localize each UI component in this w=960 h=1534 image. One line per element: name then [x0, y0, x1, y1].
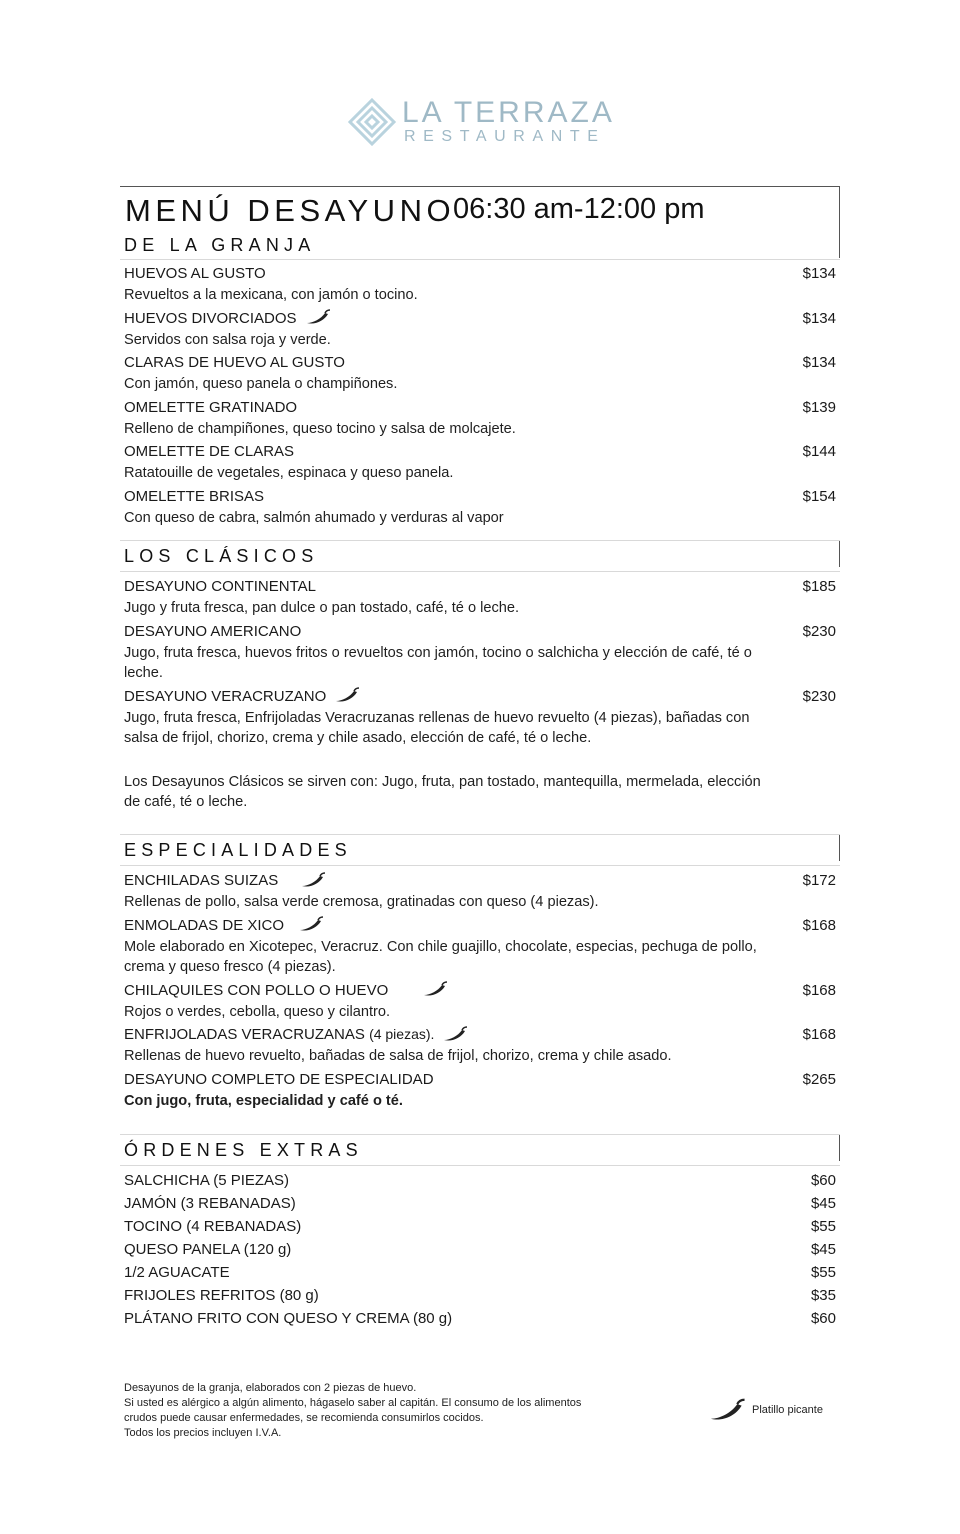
item-name: OMELETTE GRATINADO: [124, 398, 298, 416]
section-especialidades: [120, 834, 840, 1113]
item-name: DESAYUNO AMERICANO: [124, 622, 302, 640]
item-description: Con queso de cabra, salmón ahumado y verduras al vapor: [124, 509, 504, 526]
section-header: [120, 540, 840, 572]
menu-item: [124, 1024, 836, 1067]
item-price: $168: [802, 981, 836, 999]
item-description: Con jamón, queso panela o champiñones.: [124, 376, 398, 392]
item-description: Mole elaborado en Xicotepec, Veracruz. Con chile guajillo, chocolate, especias, pechuga de pollo, crema y queso fresco (4 piezas).: [124, 938, 757, 975]
extra-item: [124, 1284, 836, 1307]
menu-title-box: [120, 186, 840, 232]
item-name: CHILAQUILES CON POLLO O HUEVO: [124, 981, 389, 999]
menu-item: [124, 915, 836, 978]
menu-item: [124, 263, 836, 306]
item-name: FRIJOLES REFRITOS (80 g): [124, 1287, 319, 1304]
section-extras: [120, 1134, 840, 1330]
item-name: SALCHICHA (5 PIEZAS): [124, 1172, 290, 1189]
diamond-logo-icon: [348, 98, 396, 146]
item-price: $60: [810, 1172, 836, 1189]
chili-pepper-icon: [300, 872, 326, 888]
menu-item: [124, 870, 836, 913]
legend-label: Platillo picante: [752, 1404, 823, 1416]
menu-item: [124, 397, 836, 440]
item-name: DESAYUNO COMPLETO DE ESPECIALIDAD: [124, 1070, 434, 1088]
item-name: CLARAS DE HUEVO AL GUSTO: [124, 354, 345, 371]
extra-item: [124, 1192, 836, 1215]
item-name: ENFRIJOLADAS VERACRUZANAS: [124, 1026, 365, 1043]
footer-line: Todos los precios incluyen I.V.A.: [124, 1427, 282, 1439]
item-price: $60: [810, 1310, 836, 1327]
extra-item: [124, 1169, 836, 1192]
item-price: $230: [802, 687, 836, 705]
extra-item: [124, 1238, 836, 1261]
footer-line: Desayunos de la granja, elaborados con 2 piezas de huevo.: [124, 1382, 417, 1394]
item-name: QUESO PANELA (120 g): [124, 1241, 292, 1258]
chili-pepper-icon: [708, 1398, 746, 1422]
item-price: $55: [810, 1218, 836, 1235]
item-name: 1/2 AGUACATE: [124, 1264, 230, 1281]
item-price: $45: [810, 1241, 836, 1258]
item-description: Rojos o verdes, cebolla, queso y cilantro.: [124, 1003, 391, 1020]
menu-item: [124, 486, 836, 529]
footer-notes: [124, 1381, 584, 1441]
item-name: ENMOLADAS DE XICO: [124, 916, 285, 934]
menu-item: [124, 352, 836, 395]
item-name: JAMÓN (3 REBANADAS): [124, 1195, 296, 1212]
chili-pepper-icon: [298, 916, 324, 932]
extra-item: [124, 1307, 836, 1330]
footer-line: Si usted es alérgico a algún alimento, hágaselo saber al capitán. El consumo de los alimentos crudos puede causar enfermedades, se recomienda consumirlos cocidos.: [124, 1397, 582, 1424]
menu-item: [124, 1069, 836, 1112]
menu-item: [124, 308, 836, 351]
item-name: TOCINO (4 REBANADAS): [124, 1218, 302, 1235]
brand-subtitle: RESTAURANTE: [404, 128, 606, 145]
section-note: Los Desayunos Clásicos se sirven con: Jugo, fruta, pan tostado, mantequilla, mermelada, elección de café, té o leche.: [124, 773, 761, 810]
item-description: Ratatouille de vegetales, espinaca y queso panela.: [124, 465, 454, 481]
spicy-legend: [708, 1398, 848, 1424]
item-description: Jugo, fruta fresca, Enfrijoladas Veracruzanas rellenas de huevo revuelto (4 piezas), bañadas con salsa de frijol, chorizo, crema y chile asado, elección de café, té o leche.: [124, 709, 750, 746]
item-price: $230: [802, 622, 836, 640]
section-title: ÓRDENES EXTRAS: [124, 1140, 363, 1160]
restaurant-logo: [348, 96, 628, 152]
item-name: HUEVOS DIVORCIADOS: [124, 309, 297, 327]
section-granja: [120, 232, 840, 530]
menu-item: [124, 686, 836, 749]
item-price: $168: [802, 916, 836, 934]
item-price: $172: [802, 872, 836, 889]
item-name: OMELETTE BRISAS: [124, 487, 265, 505]
menu-item: [124, 980, 836, 1023]
section-header: [120, 1134, 840, 1166]
chili-pepper-icon: [305, 309, 331, 325]
extra-item: [124, 1261, 836, 1284]
item-price: $134: [802, 265, 836, 282]
menu-title: MENÚ DESAYUNO: [125, 193, 456, 228]
brand-name: LA TERRAZA: [402, 96, 615, 129]
menu-item: [124, 576, 836, 619]
section-header: [120, 232, 840, 260]
section-title: DE LA GRANJA: [124, 235, 316, 255]
item-price: $185: [802, 578, 836, 595]
item-price: $168: [802, 1026, 836, 1043]
menu-item: [124, 441, 836, 484]
item-price: $35: [810, 1287, 836, 1304]
chili-pepper-icon: [422, 981, 448, 997]
extra-item: [124, 1215, 836, 1238]
chili-pepper-icon: [442, 1026, 468, 1042]
item-description: Jugo y fruta fresca, pan dulce o pan tostado, café, té o leche.: [124, 600, 520, 616]
item-name: PLÁTANO FRITO CON QUESO Y CREMA (80 g): [124, 1310, 453, 1327]
item-name-note: (4 piezas).: [369, 1026, 435, 1042]
section-clasicos: [120, 540, 840, 813]
menu-item: [124, 621, 836, 684]
item-price: $154: [802, 487, 836, 505]
item-price: $134: [802, 309, 836, 327]
item-description: Con jugo, fruta, especialidad y café o té.: [124, 1092, 403, 1109]
item-description: Rellenas de pollo, salsa verde cremosa, gratinadas con queso (4 piezas).: [124, 894, 599, 910]
item-price: $55: [810, 1264, 836, 1281]
item-description: Revueltos a la mexicana, con jamón o tocino.: [124, 287, 418, 303]
section-title: LOS CLÁSICOS: [124, 546, 319, 566]
item-name: ENCHILADAS SUIZAS: [124, 872, 279, 889]
item-description: Rellenas de huevo revuelto, bañadas de salsa de frijol, chorizo, crema y chile asado.: [124, 1048, 672, 1064]
item-name: DESAYUNO CONTINENTAL: [124, 578, 316, 595]
menu-hours: 06:30 am-12:00 pm: [453, 193, 705, 225]
item-description: Jugo, fruta fresca, huevos fritos o revueltos con jamón, tocino o salchicha y elección de café, té o leche.: [124, 644, 752, 681]
item-name: DESAYUNO VERACRUZANO: [124, 687, 327, 705]
chili-pepper-icon: [334, 687, 360, 703]
item-price: $144: [802, 443, 836, 460]
item-description: Servidos con salsa roja y verde.: [124, 331, 331, 348]
item-name: OMELETTE DE CLARAS: [124, 443, 295, 460]
item-price: $134: [802, 354, 836, 371]
item-price: $139: [802, 398, 836, 416]
section-title: ESPECIALIDADES: [124, 840, 352, 860]
item-name: HUEVOS AL GUSTO: [124, 265, 266, 282]
item-price: $45: [810, 1195, 836, 1212]
item-price: $265: [802, 1070, 836, 1088]
section-header: [120, 834, 840, 866]
item-description: Relleno de champiñones, queso tocino y salsa de molcajete.: [124, 420, 516, 437]
